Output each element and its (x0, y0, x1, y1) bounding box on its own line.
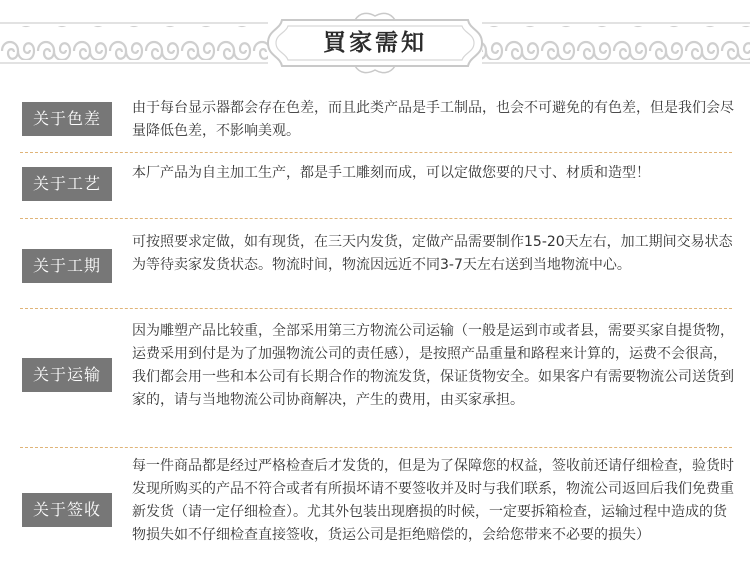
section-text: 由于每台显示器都会存在色差，而且此类产品是手工制品，也会不可避免的有色差，但是我们会尽量降低色差，不影响美观。 (132, 100, 734, 139)
divider (20, 447, 732, 448)
divider (20, 218, 732, 219)
section-text: 可按照要求定做，如有现货，在三天内发货，定做产品需要制作15-20天左右，加工期间交易状态为等待卖家发货状态。物流时间，物流因远近不同3-7天左右送到当地物流中心。 (132, 234, 733, 273)
section-label: 关于工期 (22, 249, 112, 283)
section-text: 每一件商品都是经过严格检查后才发货的，但是为了保障您的权益，签收前还请仔细检查，验货时发现所购买的产品不符合或者有所损坏请不要签收并及时与我们联系，物流公司返回后我们免费重新发货（请一定仔细检查）。尤其外包装出现磨损的时候，一定要拆箱检查，运输过程中造成的货物损失如不仔细检查直接签收，货运公司是拒绝赔偿的，会给您带来不必要的损失） (132, 458, 734, 543)
section-text: 因为雕塑产品比较重，全部采用第三方物流公司运输（一般是运到市或者县，需要买家自提货物，运费采用到付是为了加强物流公司的责任感），是按照产品重量和路程来计算的，运费不会很高，我们都会用一些和本公司有长期合作的物流发货，保证货物安全。如果客户有需要物流公司送货到家的，请与当地物流公司协商解决，产生的费用，由买家承担。 (132, 323, 734, 408)
section-text: 本厂产品为自主加工生产，都是手工雕刻而成，可以定做您要的尺寸、材质和造型！ (132, 165, 650, 181)
divider (20, 308, 732, 309)
section-label: 关于签收 (22, 493, 112, 527)
header-banner (0, 0, 750, 88)
page-title: 買家需知 (323, 29, 427, 56)
section-label: 关于工艺 (22, 167, 112, 201)
divider (20, 152, 732, 153)
section-label: 关于运输 (22, 358, 112, 392)
section-label: 关于色差 (22, 102, 112, 136)
